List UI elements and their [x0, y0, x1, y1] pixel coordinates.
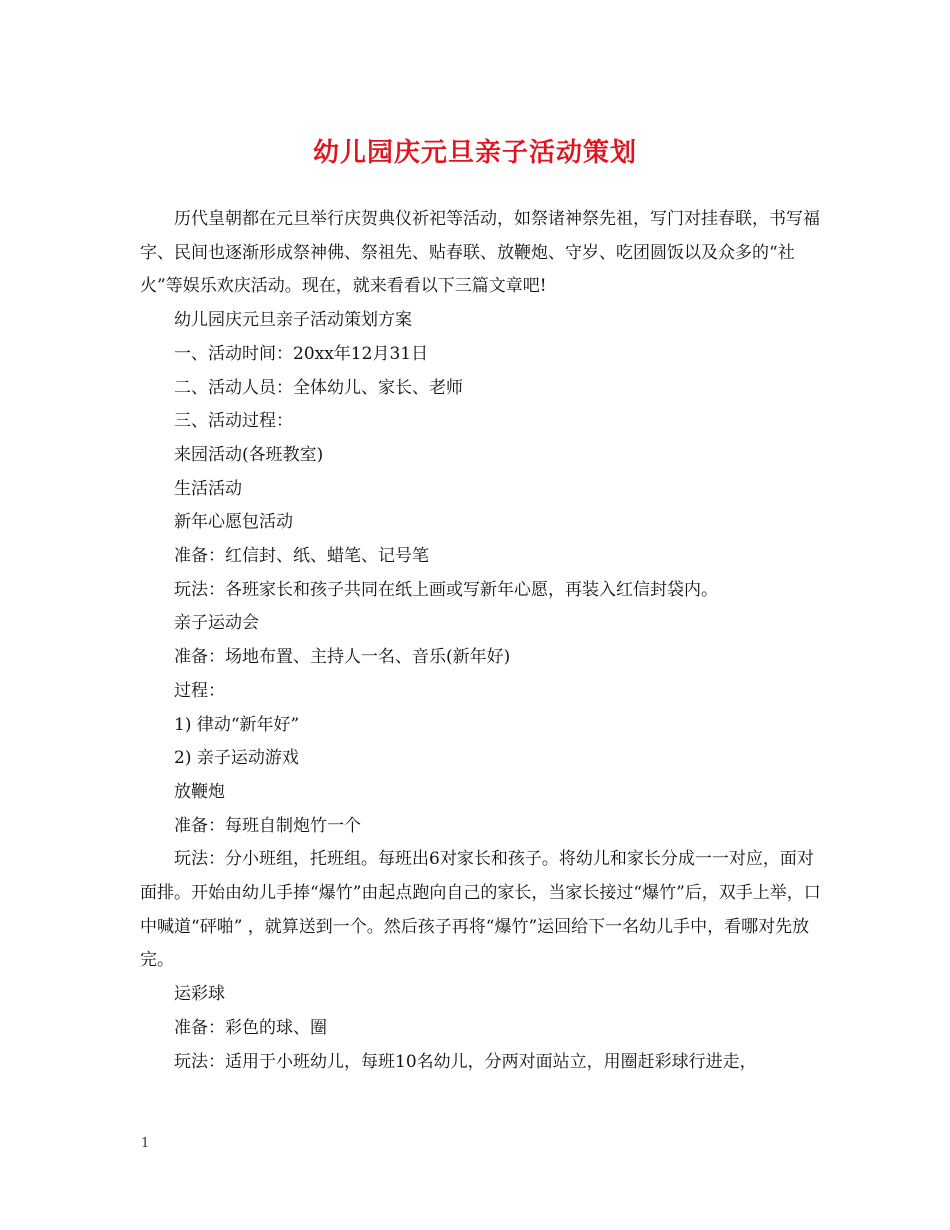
- paragraph-firecracker-play: 玩法：分小班组，托班组。每班出6对家长和孩子。将幼儿和家长分成一一对应，面对面排。开始由幼儿手捧“爆竹”由起点跑向自己的家长，当家长接过“爆竹”后，双手上举，口中喊道“砰啪” ，就算送到一个。然后孩子再将“爆竹”运回给下一名幼儿手中，看哪对先放完。: [140, 849, 821, 971]
- paragraph-wish-prep: 准备：红信封、纸、蜡笔、记号笔: [174, 546, 429, 567]
- paragraph-step-2: 2) 亲子运动游戏: [174, 748, 299, 769]
- paragraph-ball: 运彩球: [174, 984, 225, 1005]
- paragraph-step-1: 1) 律动“新年好”: [174, 714, 300, 735]
- paragraph-sports-process: 过程：: [174, 680, 225, 701]
- document-body: [140, 203, 830, 1079]
- paragraph-intro: 历代皇朝都在元旦举行庆贺典仪祈祀等活动，如祭诸神祭先祖，写门对挂春联，书写福字、民间也逐渐形成祭神佛、祭祖先、贴春联、放鞭炮、守岁、吃团圆饭以及众多的“社火”等娱乐欢庆活动。现在，就来看看以下三篇文章吧!: [140, 209, 820, 297]
- paragraph-life-activity: 生活活动: [174, 478, 242, 499]
- paragraph-firecracker: 放鞭炮: [174, 781, 225, 802]
- paragraph-ball-prep: 准备：彩色的球、圈: [174, 1017, 327, 1038]
- paragraph-firecracker-prep: 准备：每班自制炮竹一个: [174, 815, 361, 836]
- paragraph-process: 三、活动过程：: [174, 411, 293, 432]
- paragraph-wish-pack: 新年心愿包活动: [174, 512, 293, 533]
- paragraph-participants: 二、活动人员：全体幼儿、家长、老师: [174, 377, 463, 398]
- paragraph-sports-meet: 亲子运动会: [174, 613, 259, 634]
- paragraph-time: 一、活动时间：20xx年12月31日: [174, 343, 429, 364]
- paragraph-wish-play: 玩法：各班家长和孩子共同在纸上画或写新年心愿，再装入红信封袋内。: [174, 579, 718, 600]
- paragraph-plan-heading: 幼儿园庆元旦亲子活动策划方案: [174, 310, 412, 331]
- document-title: 幼儿园庆元旦亲子活动策划: [312, 138, 637, 168]
- paragraph-arrival: 来园活动(各班教室): [174, 444, 324, 465]
- paragraph-ball-play: 玩法：适用于小班幼儿，每班10名幼儿，分两对面站立，用圈赶彩球行进走，: [174, 1051, 757, 1072]
- paragraph-sports-prep: 准备：场地布置、主持人一名、音乐(新年好): [174, 647, 511, 668]
- page-number: 1: [141, 1136, 150, 1151]
